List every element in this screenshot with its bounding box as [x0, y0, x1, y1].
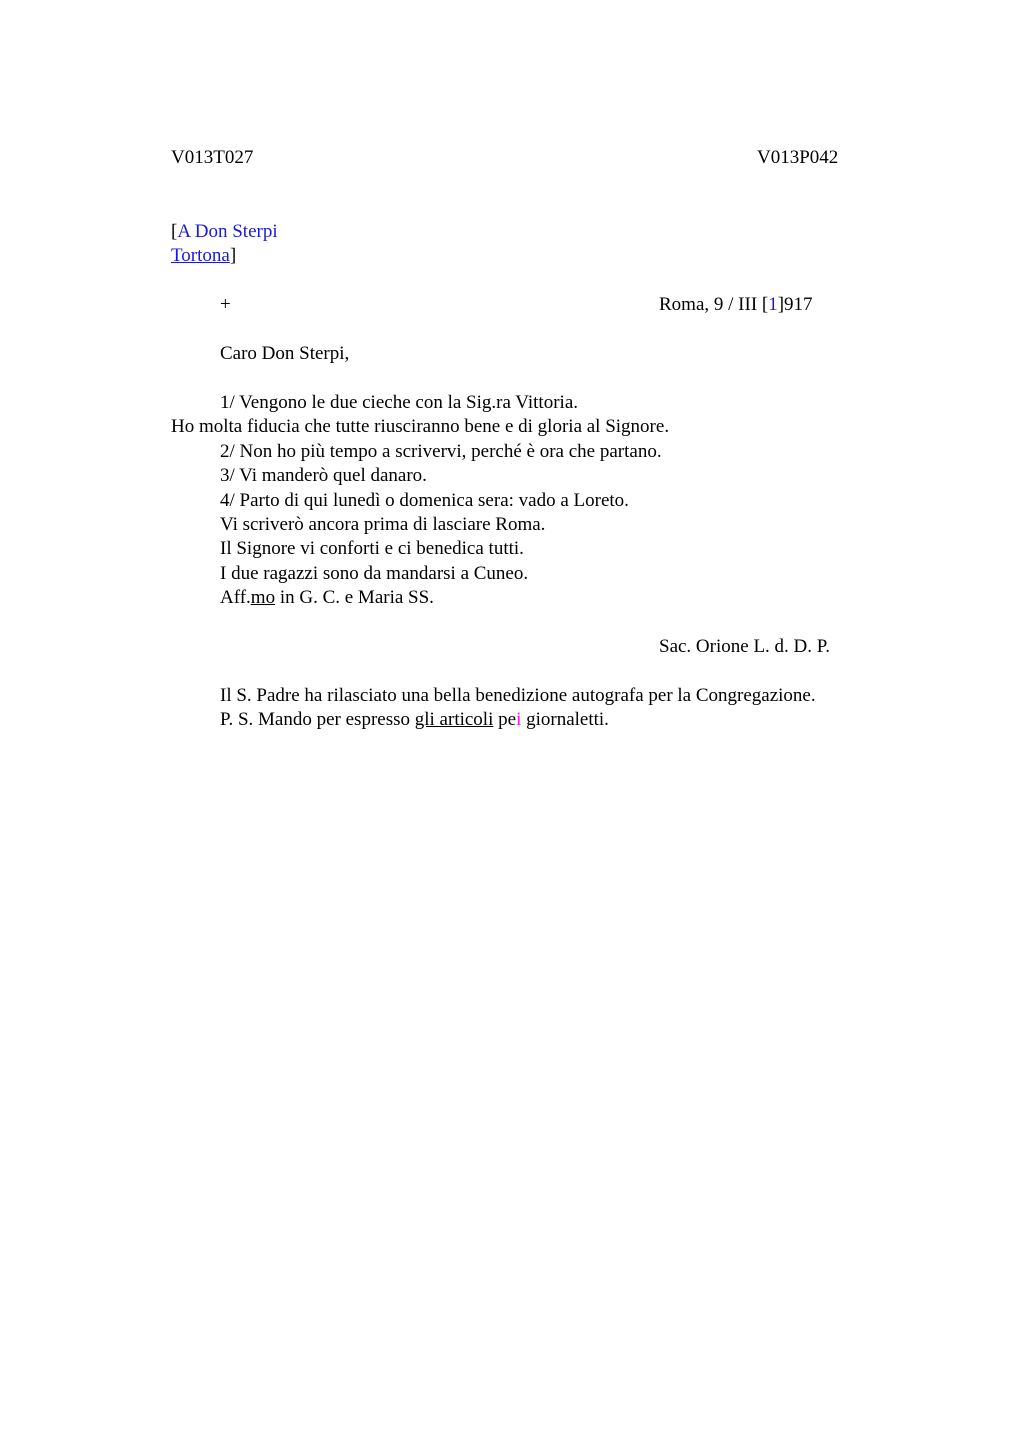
ps-prefix: P. S. Mando per espresso [220, 709, 415, 730]
cross-symbol: + [220, 294, 231, 315]
body-line-2: Ho molta fiducia che tutte riusciranno bene e di gloria al Signore. [171, 416, 670, 437]
closing-suffix: in G. C. e Maria SS. [275, 587, 434, 608]
body-line-7: Il Signore vi conforti e ci benedica tutti. [220, 538, 524, 559]
place-date [659, 293, 813, 318]
document-code-right: V013P042 [757, 147, 839, 168]
postscript-line-2 [220, 708, 609, 733]
recipient-name: A Don Sterpi [177, 221, 278, 242]
postscript-line-1: Il S. Padre ha rilasciato una bella benedizione autografa per la Congregazione. [220, 685, 816, 706]
city-name: Tortona [171, 245, 230, 266]
body-line-1: 1/ Vengono le due cieche con la Sig.ra Vittoria. [220, 392, 579, 413]
place-date-prefix: Roma, 9 / III [ [659, 294, 769, 315]
year-suffix: ]917 [777, 294, 813, 315]
document-code-left: V013T027 [171, 147, 254, 168]
recipient-line [171, 220, 278, 245]
body-line-3: 2/ Non ho più tempo a scrivervi, perché è ora che partano. [220, 441, 662, 462]
body-line-4: 3/ Vi manderò quel danaro. [220, 465, 427, 486]
open-bracket: [ [171, 221, 178, 242]
city-line [171, 244, 236, 269]
closing-line [220, 586, 434, 611]
closing-prefix: Aff. [220, 587, 251, 608]
body-line-6: Vi scriverò ancora prima di lasciare Roma. [220, 514, 546, 535]
ps-insert: i [516, 709, 522, 730]
closing-abbrev: mo [250, 587, 276, 608]
salutation: Caro Don Sterpi, [220, 343, 350, 364]
year-insert: 1 [768, 294, 778, 315]
body-line-5: 4/ Parto di qui lunedì o domenica sera: vado a Loreto. [220, 490, 629, 511]
ps-end: giornaletti. [521, 709, 609, 730]
signature: Sac. Orione L. d. D. P. [659, 636, 830, 657]
body-line-8: I due ragazzi sono da mandarsi a Cuneo. [220, 563, 529, 584]
ps-mid: pe [493, 709, 517, 730]
ps-underlined: gli articoli [414, 709, 494, 730]
close-bracket: ] [229, 245, 237, 266]
